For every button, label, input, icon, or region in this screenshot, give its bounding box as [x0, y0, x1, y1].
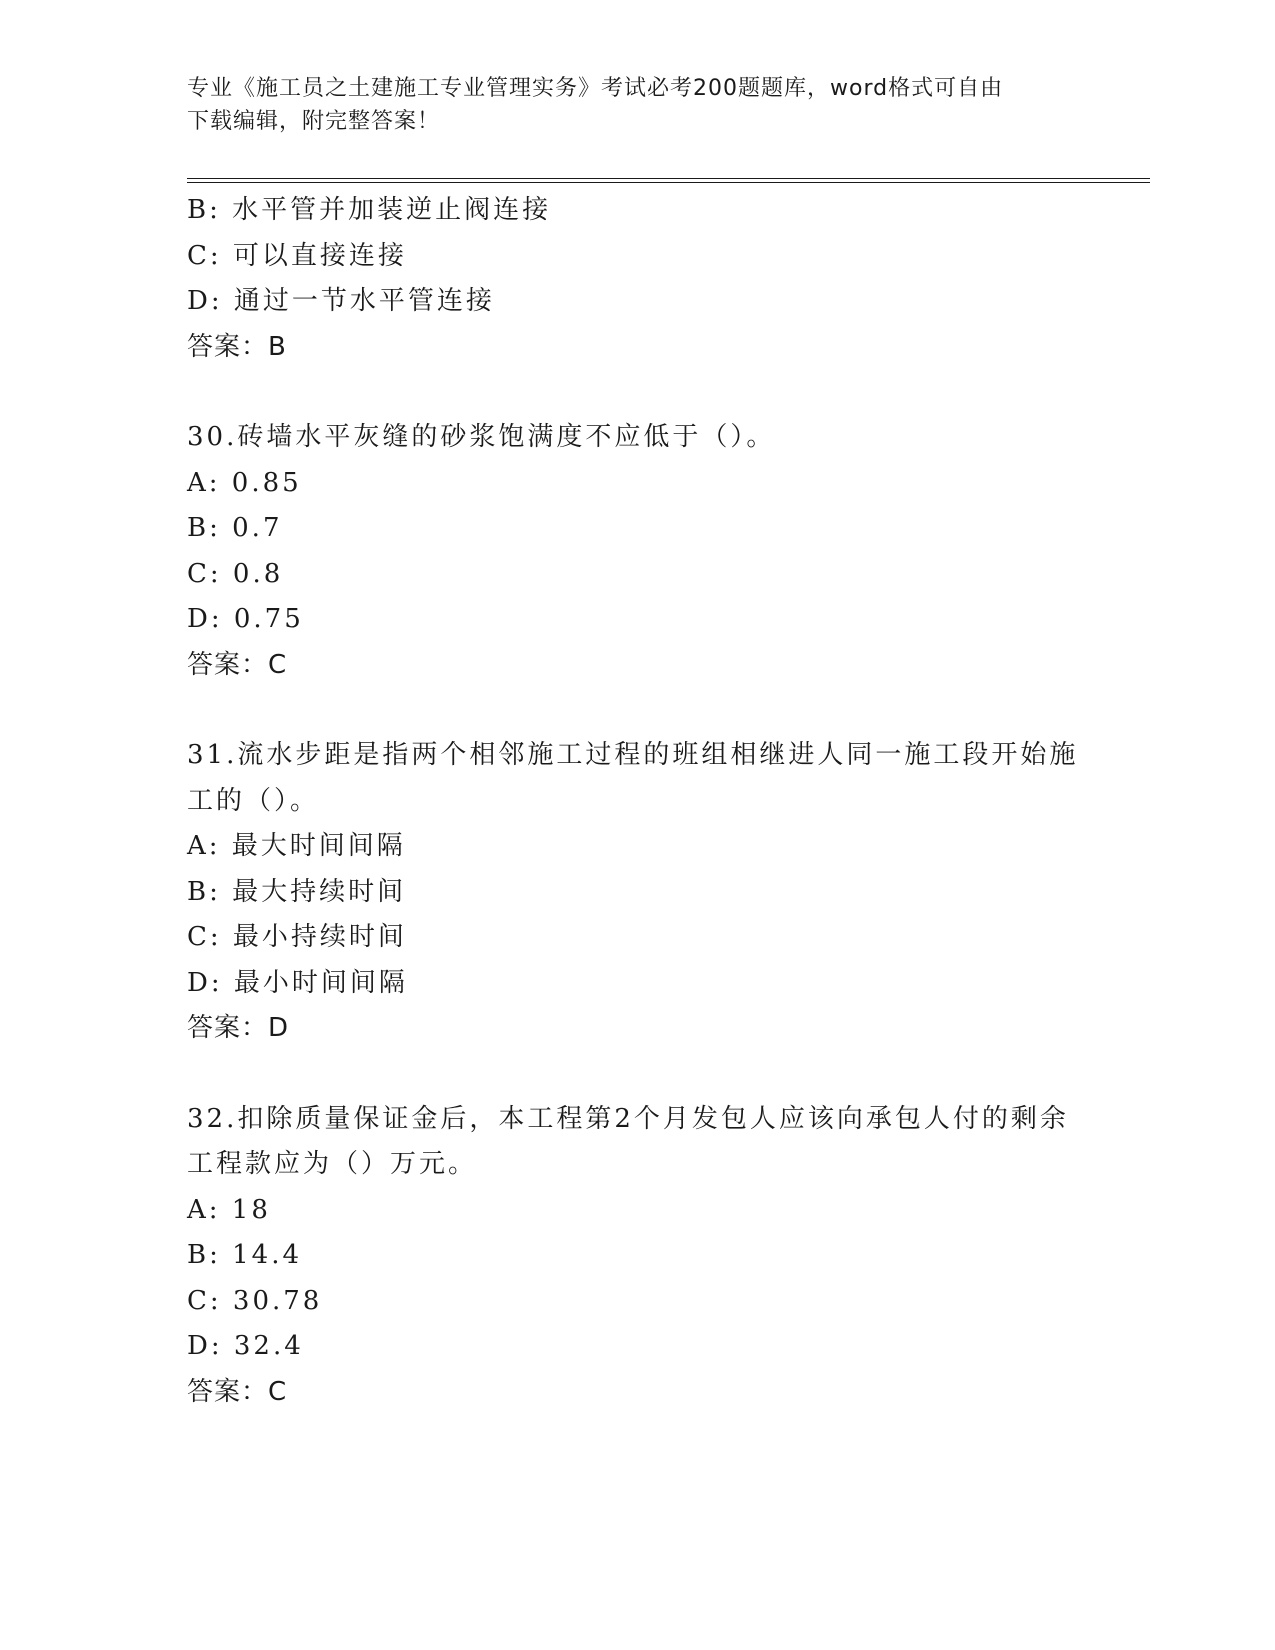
answer-line: 答案：B [187, 331, 287, 362]
question-text: 31.流水步距是指两个相邻施工过程的班组相继进人同一施工段开始施 [187, 740, 1079, 770]
question-text: 30.砖墙水平灰缝的砂浆饱满度不应低于（）。 [187, 422, 776, 452]
option-a: A: 最大时间间隔 [187, 831, 406, 861]
option-d: D: 0.75 [187, 604, 304, 634]
answer-line: 答案：C [187, 649, 288, 680]
option-c: C: 30.78 [187, 1285, 323, 1316]
question-block-30 [187, 415, 1087, 688]
question-text: 32.扣除质量保证金后，本工程第2个月发包人应该向承包人付的剩余 [187, 1103, 1069, 1134]
question-list [187, 188, 1087, 1460]
document-header [187, 72, 1067, 138]
option-d: D: 通过一节水平管连接 [187, 286, 495, 316]
answer-line: 答案：C [187, 1376, 288, 1407]
option-a: A: 18 [187, 1194, 271, 1225]
header-line-2: 下载编辑，附完整答案！ [187, 109, 441, 134]
question-block-31 [187, 733, 1087, 1052]
option-d: D: 32.4 [187, 1331, 304, 1361]
option-c: C: 最小持续时间 [187, 922, 407, 952]
option-b: B: 水平管并加装逆止阀连接 [187, 195, 552, 225]
option-c: C: 可以直接连接 [187, 240, 407, 271]
answer-line: 答案：D [187, 1013, 290, 1043]
option-b: B: 最大持续时间 [187, 876, 407, 907]
option-d: D: 最小时间间隔 [187, 967, 408, 998]
option-b: B: 14.4 [187, 1240, 303, 1270]
header-line-1: 专业《施工员之土建施工专业管理实务》考试必考200题题库，word格式可自由 [187, 76, 1004, 101]
question-block-29 [187, 188, 1087, 370]
question-text-continued: 工的（）。 [187, 785, 320, 816]
question-block-32 [187, 1097, 1087, 1416]
header-double-rule [187, 178, 1150, 183]
option-b: B: 0.7 [187, 513, 283, 543]
question-text-continued: 工程款应为（）万元。 [187, 1149, 478, 1179]
option-c: C: 0.8 [187, 558, 284, 589]
option-a: A: 0.85 [187, 467, 302, 498]
